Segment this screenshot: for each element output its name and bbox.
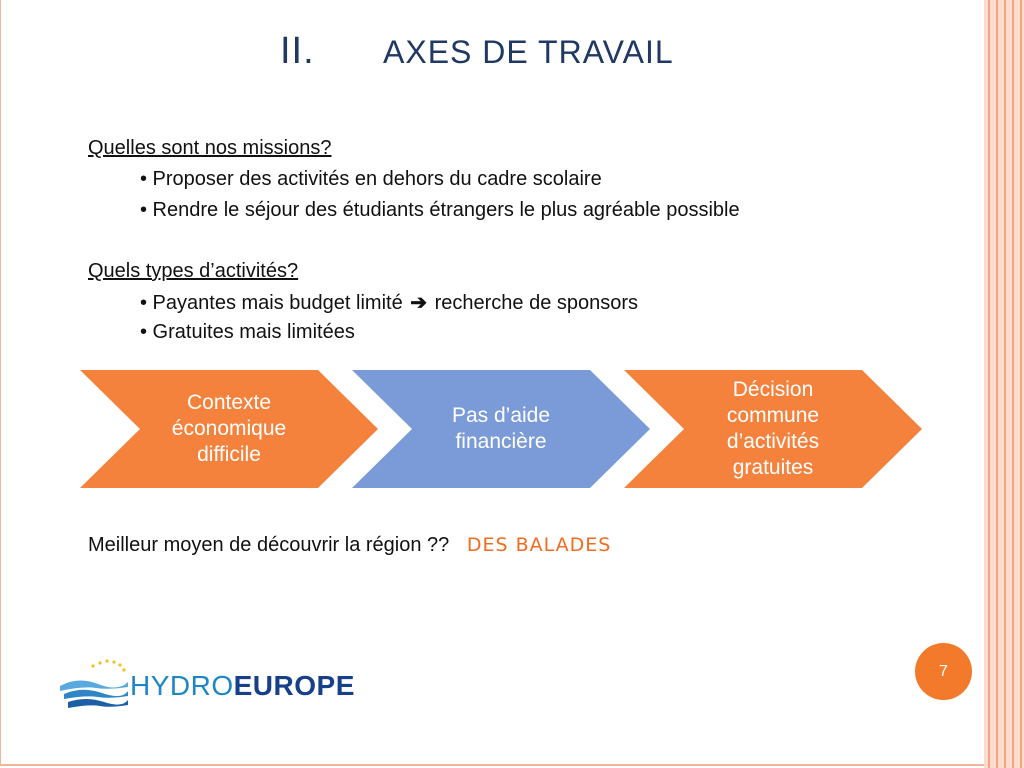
title-text: AXES DE TRAVAIL — [383, 34, 674, 70]
activity-item — [140, 290, 638, 315]
page-number-badge: 7 — [915, 643, 972, 700]
mission-item: • Proposer des activités en dehors du cadre scolaire — [140, 168, 602, 190]
decorative-stripes — [984, 0, 1024, 768]
missions-question: Quelles sont nos missions? — [88, 137, 332, 159]
title-number: II. — [280, 30, 315, 72]
process-step-1 — [80, 370, 378, 488]
activity-item: • Gratuites mais limitées — [140, 321, 355, 343]
logo-part2: EUROPE — [233, 670, 355, 701]
logo-waves-icon — [58, 656, 130, 716]
hydroeurope-logo — [58, 656, 355, 716]
process-step-label: Pas d’aide financière — [451, 404, 551, 453]
process-step-2 — [352, 370, 650, 488]
process-step-3 — [624, 370, 922, 488]
arrow-right-icon: ➔ — [410, 292, 428, 314]
mission-item: • Rendre le séjour des étudiants étrangers le plus agréable possible — [140, 199, 740, 221]
process-step-label: Contexte économique difficile — [171, 391, 287, 466]
activities-question: Quels types d’activités? — [88, 260, 299, 282]
activity-item-text: recherche de sponsors — [434, 292, 639, 314]
conclusion-answer: DES BALADES — [466, 534, 612, 556]
slide-title — [0, 30, 984, 76]
logo-wordmark — [130, 670, 355, 702]
process-step-label: Décision commune d’activités gratuites — [726, 378, 820, 479]
conclusion-question: Meilleur moyen de découvrir la région ?? — [88, 534, 450, 556]
activity-item-text: • Payantes mais budget limité — [140, 292, 403, 314]
conclusion-line — [88, 534, 611, 557]
logo-part1: HYDRO — [130, 670, 234, 701]
